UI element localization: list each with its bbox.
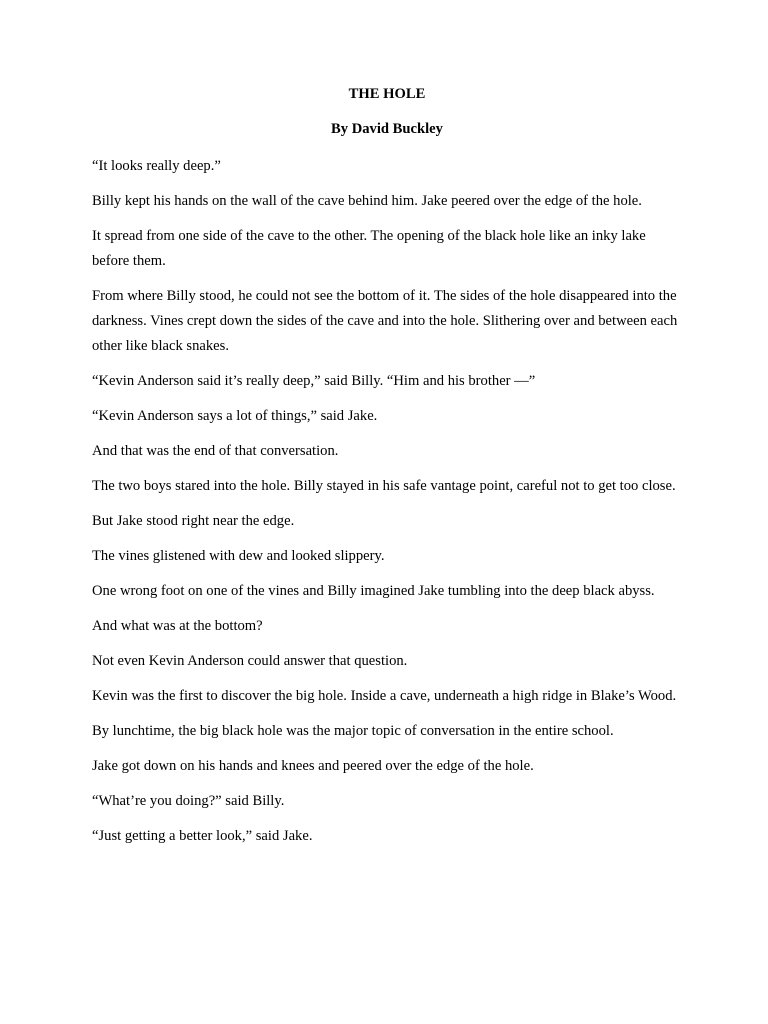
document-byline: By David Buckley <box>331 121 443 137</box>
paragraph: “What’re you doing?” said Billy. <box>92 793 285 809</box>
paragraph: Billy kept his hands on the wall of the cave behind him. Jake peered over the edge of the hole. <box>92 193 642 209</box>
paragraph: The vines glistened with dew and looked slippery. <box>92 548 385 564</box>
paragraph: From where Billy stood, he could not see the bottom of it. The sides of the hole disappeared into the darkness. Vines crept down the sides of the cave and into the hole. Slithering over and between each other like black snakes. <box>92 288 678 354</box>
paragraph: Kevin was the first to discover the big hole. Inside a cave, underneath a high ridge in Blake’s Wood. <box>92 688 677 704</box>
document-title: THE HOLE <box>348 86 426 102</box>
document-page <box>92 84 682 859</box>
paragraph: But Jake stood right near the edge. <box>92 513 295 529</box>
paragraph: And that was the end of that conversation. <box>92 443 339 459</box>
paragraph: By lunchtime, the big black hole was the major topic of conversation in the entire school. <box>92 723 614 739</box>
paragraph: One wrong foot on one of the vines and Billy imagined Jake tumbling into the deep black abyss. <box>92 583 655 599</box>
paragraph: Jake got down on his hands and knees and peered over the edge of the hole. <box>92 758 534 774</box>
paragraph: “It looks really deep.” <box>92 158 221 174</box>
paragraph: “Kevin Anderson says a lot of things,” said Jake. <box>92 408 378 424</box>
paragraph: “Kevin Anderson said it’s really deep,” said Billy. “Him and his brother —” <box>92 373 536 389</box>
paragraph: The two boys stared into the hole. Billy stayed in his safe vantage point, careful not to get too close. <box>92 478 676 494</box>
paragraph: “Just getting a better look,” said Jake. <box>92 828 313 844</box>
paragraph: It spread from one side of the cave to the other. The opening of the black hole like an inky lake before them. <box>92 228 646 269</box>
paragraph: And what was at the bottom? <box>92 618 263 634</box>
paragraph: Not even Kevin Anderson could answer that question. <box>92 653 408 669</box>
